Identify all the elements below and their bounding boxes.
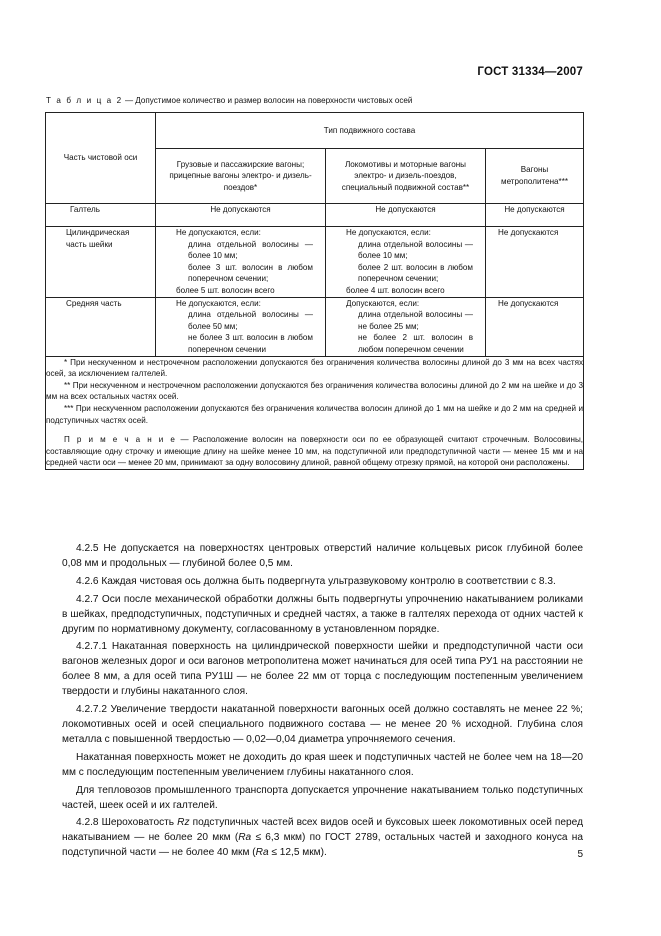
text-run: подступичных частей всех видов осей и буксовых шеек локомотивных осей перед накатыванием — не более 20 мкм (	[62, 817, 583, 844]
table-cell	[156, 227, 326, 298]
table-cell: Не допускаются	[486, 227, 584, 298]
table-cell: Не допускаются	[156, 204, 326, 227]
cell-line: не более 2 шт. волосин в любом поперечном сечении	[358, 333, 473, 354]
clause-4-2-5: 4.2.5 Не допускается на поверхностях центровых отверстий наличие кольцевых рисок глубиной более 0,08 мм и продольных — глубиной более 0,5 мм.	[62, 543, 583, 569]
cell-text-block	[326, 227, 485, 297]
clause-4-2-8	[62, 816, 583, 861]
col-header-locomotives	[326, 149, 486, 204]
col-group-header-rolling-stock: Тип подвижного состава	[156, 113, 584, 149]
text-run: ≤ 6,3 мкм) по ГОСТ 2789, остальных частей и заходного конуса на подступичной части — не более 40 мкм (	[62, 832, 583, 859]
clause-4-2-7-2: 4.2.7.2 Увеличение твердости накатанной поверхности вагонных осей должно составлять не менее 22 %; локомотивных осей и осей специального подвижного состава — не менее 20 % исходной. Глубина слоя металла с повышенной твердостью — 0,02—0,04 диаметра упрочняемого сечения.	[62, 704, 583, 745]
table-row	[46, 297, 584, 356]
table-caption	[46, 96, 606, 105]
clause-4-2-7: 4.2.7 Оси после механической обработки должны быть подвергнуты упрочнению накатыванием роликами в шейках, предподступичных, подступичных и средней частях, а также в галтелях перехода от одних частей к другим по нормативному документу, согласованному в установленном порядке.	[62, 593, 583, 635]
note-text: — Расположение волосин на поверхности оси по ее образующей считают строчечным. Волосовины, составляющие одну строчку и имеющие длину на шейке менее 10 мм, на подступичной или предподступичной части — менее 15 мм и на средней части оси — менее 20 мм, принимают за одну волосовину длиной, равной общему отрезку прямой, на которой они расположены.	[46, 435, 584, 468]
table-caption-label: Т а б л и ц а 2	[46, 96, 123, 105]
standard-code: ГОСТ 31334—2007	[477, 66, 583, 78]
text-run: 4.2.8 Шероховатость	[76, 817, 178, 829]
page-number: 5	[577, 849, 583, 860]
requirements-table-wrapper	[45, 112, 583, 470]
footnote: * При нескученном и нестрочечном расположении допускаются без ограничения количества волосины длиной до 3 мм на всех частях осей, за исключением галтелей.	[46, 357, 584, 379]
table-notes	[46, 356, 584, 469]
table-row	[46, 227, 584, 298]
row-label: Цилиндрическая часть шейки	[46, 227, 156, 298]
col-header-text: Локомотивы и моторные вагоны электро- и дизель-поездов, специальный подвижной состав**	[341, 159, 470, 192]
footnote: *** При нескученном расположении допускаются без ограничения количества волосин длиной до 1 мм на шейке и до 2 мм на средней и подступичных частях осей.	[46, 403, 584, 425]
paragraph-rolled-surface: Накатанная поверхность может не доходить до края шеек и подступичных частей не более чем на 18—20 мм с последующим постепенным увеличением глубины накатанного слоя.	[62, 751, 583, 778]
row-label: Галтель	[46, 204, 156, 227]
clause-4-2-6: 4.2.6 Каждая чистовая ось должна быть подвергнута ультразвуковому контролю в соответствии с 8.3.	[76, 575, 556, 587]
table-cell: Не допускаются	[326, 204, 486, 227]
table-cell	[326, 297, 486, 356]
requirements-table	[45, 112, 584, 470]
cell-line: более 4 шт. волосин всего	[346, 285, 445, 295]
cell-line: длина отдельной волосины — более 50 мм;	[188, 310, 313, 331]
table-cell	[156, 297, 326, 356]
table-cell	[326, 227, 486, 298]
col-header-axle-part: Часть чистовой оси	[46, 113, 156, 204]
cell-line: более 5 шт. волосин всего	[176, 285, 275, 295]
body-text	[62, 542, 583, 864]
table-cell: Не допускаются	[486, 204, 584, 227]
cell-line: Не допускаются, если:	[346, 228, 431, 237]
cell-text-block	[156, 298, 325, 356]
col-header-metro	[486, 149, 584, 204]
cell-line: более 3 шт. волосин в любом поперечном сечении;	[188, 262, 313, 284]
cell-line: длина отдельной волосины — более 10 мм;	[358, 239, 473, 261]
table-notes-row	[46, 356, 584, 469]
cell-line: Допускаются, если:	[346, 298, 420, 308]
table-cell: Не допускаются	[486, 297, 584, 356]
cell-line: Не допускаются, если:	[176, 228, 261, 237]
cell-text-block	[326, 298, 485, 356]
symbol-ra: Ra	[238, 832, 252, 844]
cell-line: Не допускаются, если:	[176, 298, 261, 308]
clause-4-2-7-1: 4.2.7.1 Накатанная поверхность на цилиндрической поверхности шейки и предподступичной части оси вагонов железных дорог и оси вагонов метрополитена может начинаться для осей типа РУ1 на расстоянии не более 8 мм, а для осей типа РУ1Ш — не более 22 мм от торца с последующим постепенным увеличением твердости и глубины накатанного слоя.	[62, 641, 583, 698]
cell-line: длина отдельной волосины — не более 25 мм;	[358, 310, 473, 331]
cell-line: более 2 шт. волосин в любом поперечном сечении;	[358, 262, 473, 284]
text-run: ≤ 12,5 мкм).	[268, 847, 327, 859]
symbol-ra: Ra	[255, 847, 269, 859]
row-label: Средняя часть	[46, 297, 156, 356]
cell-line: не более 3 шт. волосин в любом поперечном сечении	[188, 333, 313, 354]
col-header-text: Вагоны метрополитена***	[501, 165, 569, 186]
table-note	[46, 434, 583, 469]
table-caption-text: — Допустимое количество и размер волосин на поверхности чистовых осей	[122, 96, 413, 105]
table-row	[46, 204, 584, 227]
note-label: П р и м е ч а н и е	[64, 435, 177, 445]
footnote: ** При нескученном и нестрочечном расположении допускаются без ограничения количества волосины длиной до 2 мм на шейке и до 3 мм на всех остальных частях осей.	[46, 380, 584, 402]
symbol-rz: Rz	[177, 817, 190, 829]
paragraph-diesel-locomotives: Для тепловозов промышленного транспорта допускается упрочнение накатыванием только подступичных частей, шеек осей и их галтелей.	[62, 784, 583, 811]
cell-text-block	[156, 227, 325, 297]
col-header-freight-passenger	[156, 149, 326, 204]
cell-line: длина отдельной волосины — более 10 мм;	[188, 239, 313, 261]
col-header-text: Грузовые и пассажирские вагоны; прицепные вагоны электро- и дизель-поездов*	[169, 159, 312, 192]
